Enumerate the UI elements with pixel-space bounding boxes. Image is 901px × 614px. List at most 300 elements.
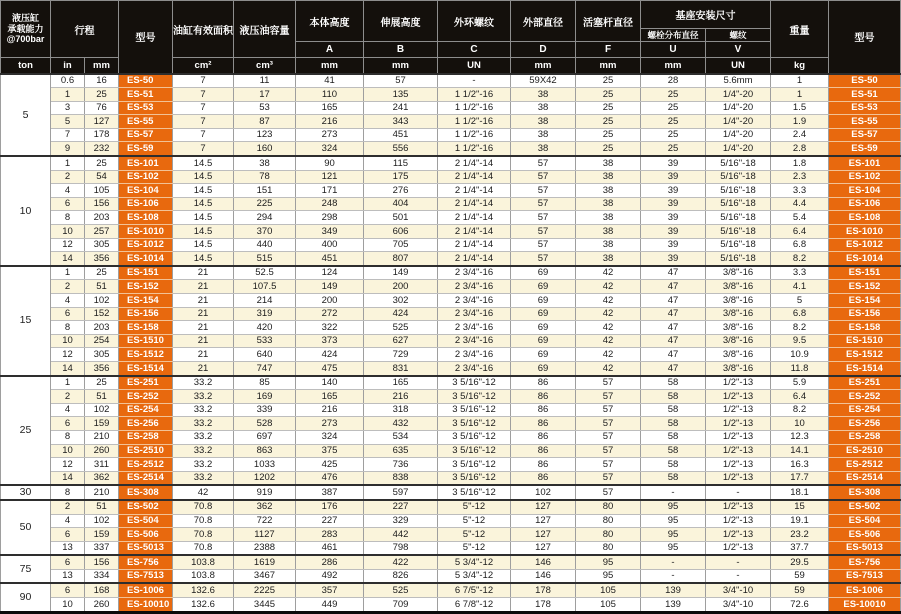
model-cell-left: ES-106 <box>119 197 173 211</box>
cell-effective-area: 14.5 <box>173 211 234 225</box>
cell-outer-dia-d: 38 <box>511 142 576 156</box>
unit-mm-f: mm <box>576 58 641 74</box>
cell-weight: 29.5 <box>771 555 829 569</box>
cell-rod-dia-f: 42 <box>576 348 641 362</box>
model-cell-left: ES-1512 <box>119 348 173 362</box>
table-row <box>1 280 901 294</box>
cell-bolt-circle-u: 58 <box>641 458 706 472</box>
cell-height-a: 272 <box>296 307 364 321</box>
cell-rod-dia-f: 80 <box>576 528 641 542</box>
cell-stroke-mm: 76 <box>85 101 119 115</box>
cell-stroke-in: 8 <box>51 321 85 335</box>
cell-height-b: 216 <box>364 390 438 404</box>
cell-bolt-circle-u: 39 <box>641 170 706 184</box>
cell-stroke-in: 6 <box>51 555 85 569</box>
model-cell-right: ES-256 <box>829 417 901 431</box>
cell-stroke-in: 8 <box>51 430 85 444</box>
cell-thread-c: 1 1/2"-16 <box>438 88 511 102</box>
cell-stroke-mm: 51 <box>85 500 119 514</box>
cell-height-b: 227 <box>364 500 438 514</box>
cell-oil-capacity: 370 <box>234 225 296 239</box>
cell-thread-v: 5/16"-18 <box>706 225 771 239</box>
model-cell-left: ES-154 <box>119 294 173 308</box>
cell-effective-area: 21 <box>173 334 234 348</box>
cell-oil-capacity: 420 <box>234 321 296 335</box>
cell-thread-c: 1 1/2"-16 <box>438 101 511 115</box>
cell-bolt-circle-u: 39 <box>641 225 706 239</box>
cell-thread-c: 2 1/4"-14 <box>438 225 511 239</box>
cell-weight: 6.8 <box>771 238 829 252</box>
cell-rod-dia-f: 105 <box>576 598 641 613</box>
cell-effective-area: 33.2 <box>173 458 234 472</box>
unit-kg: kg <box>771 58 829 74</box>
cell-thread-c: 2 1/4"-14 <box>438 184 511 198</box>
cell-stroke-mm: 254 <box>85 334 119 348</box>
table-row <box>1 142 901 156</box>
cell-thread-v: 1/2"-13 <box>706 528 771 542</box>
collar-thread-header: 外环螺纹 <box>438 1 511 42</box>
effective-area-header: 油缸有效面积 <box>173 1 234 58</box>
cell-thread-c: 6 7/5"-12 <box>438 583 511 597</box>
cell-stroke-mm: 102 <box>85 514 119 528</box>
cell-stroke-in: 3 <box>51 101 85 115</box>
letter-c: C <box>438 42 511 58</box>
cell-stroke-in: 6 <box>51 307 85 321</box>
cell-weight: 59 <box>771 583 829 597</box>
cell-effective-area: 33.2 <box>173 417 234 431</box>
table-row <box>1 569 901 583</box>
cell-rod-dia-f: 57 <box>576 485 641 500</box>
cell-thread-v: 1/2"-13 <box>706 390 771 404</box>
cell-weight: 2.3 <box>771 170 829 184</box>
rod-diameter-header: 活塞杆直径 <box>576 1 641 42</box>
model-cell-right: ES-258 <box>829 430 901 444</box>
unit-mm-stroke: mm <box>85 58 119 74</box>
cell-thread-v: 3/8"-16 <box>706 361 771 375</box>
table-row <box>1 321 901 335</box>
cell-thread-v: 3/8"-16 <box>706 321 771 335</box>
cell-height-b: 635 <box>364 444 438 458</box>
cell-effective-area: 70.8 <box>173 514 234 528</box>
cell-stroke-in: 12 <box>51 348 85 362</box>
cell-height-b: 597 <box>364 485 438 500</box>
cell-height-b: 736 <box>364 458 438 472</box>
cell-bolt-circle-u: 139 <box>641 598 706 613</box>
cell-bolt-circle-u: 25 <box>641 128 706 142</box>
cell-bolt-circle-u: 25 <box>641 142 706 156</box>
model-cell-left: ES-104 <box>119 184 173 198</box>
model-cell-left: ES-53 <box>119 101 173 115</box>
cell-height-b: 729 <box>364 348 438 362</box>
model-cell-left: ES-152 <box>119 280 173 294</box>
cell-weight: 10 <box>771 417 829 431</box>
model-cell-left: ES-158 <box>119 321 173 335</box>
cell-thread-c: 2 3/4"-16 <box>438 361 511 375</box>
cell-effective-area: 33.2 <box>173 444 234 458</box>
cell-outer-dia-d: 57 <box>511 170 576 184</box>
cell-effective-area: 33.2 <box>173 376 234 390</box>
model-cell-right: ES-7513 <box>829 569 901 583</box>
cell-stroke-in: 13 <box>51 569 85 583</box>
model-cell-left: ES-59 <box>119 142 173 156</box>
cell-weight: 8.2 <box>771 321 829 335</box>
cell-stroke-mm: 178 <box>85 128 119 142</box>
cell-stroke-in: 2 <box>51 390 85 404</box>
cell-effective-area: 70.8 <box>173 500 234 514</box>
cell-effective-area: 14.5 <box>173 170 234 184</box>
cell-rod-dia-f: 25 <box>576 115 641 129</box>
cell-height-b: 838 <box>364 471 438 485</box>
model-cell-left: ES-251 <box>119 376 173 390</box>
cell-rod-dia-f: 105 <box>576 583 641 597</box>
cell-effective-area: 103.8 <box>173 555 234 569</box>
table-row <box>1 211 901 225</box>
model-cell-right: ES-151 <box>829 266 901 280</box>
cell-oil-capacity: 362 <box>234 500 296 514</box>
cell-bolt-circle-u: 47 <box>641 294 706 308</box>
cell-stroke-in: 10 <box>51 598 85 613</box>
model-cell-right: ES-502 <box>829 500 901 514</box>
cell-stroke-in: 2 <box>51 500 85 514</box>
letter-v: V <box>706 42 771 58</box>
cell-bolt-circle-u: 25 <box>641 101 706 115</box>
letter-a: A <box>296 42 364 58</box>
model-cell-right: ES-108 <box>829 211 901 225</box>
model-cell-right: ES-1510 <box>829 334 901 348</box>
cell-outer-dia-d: 86 <box>511 471 576 485</box>
cell-weight: 8.2 <box>771 403 829 417</box>
cell-rod-dia-f: 25 <box>576 74 641 88</box>
cell-weight: 3.3 <box>771 184 829 198</box>
cell-outer-dia-d: 59X42 <box>511 74 576 88</box>
model-cell-right: ES-59 <box>829 142 901 156</box>
table-row <box>1 598 901 613</box>
cell-thread-v: 1/4"-20 <box>706 142 771 156</box>
table-row <box>1 430 901 444</box>
cell-oil-capacity: 515 <box>234 252 296 266</box>
cell-thread-v: 1/2"-13 <box>706 471 771 485</box>
cell-height-a: 298 <box>296 211 364 225</box>
model-cell-right: ES-10010 <box>829 598 901 613</box>
bolt-circle-header: 螺栓分布直径 <box>641 29 706 42</box>
model-cell-right: ES-1014 <box>829 252 901 266</box>
table-row <box>1 128 901 142</box>
model-cell-left: ES-108 <box>119 211 173 225</box>
cell-bolt-circle-u: 47 <box>641 334 706 348</box>
cell-oil-capacity: 151 <box>234 184 296 198</box>
cell-outer-dia-d: 57 <box>511 225 576 239</box>
cell-thread-v: 3/8"-16 <box>706 348 771 362</box>
cell-thread-v: 1/4"-20 <box>706 115 771 129</box>
table-row <box>1 88 901 102</box>
weight-header: 重量 <box>771 1 829 58</box>
model-cell-left: ES-1514 <box>119 361 173 375</box>
cell-height-b: 276 <box>364 184 438 198</box>
cell-effective-area: 21 <box>173 280 234 294</box>
cell-effective-area: 33.2 <box>173 403 234 417</box>
cell-height-b: 329 <box>364 514 438 528</box>
cell-outer-dia-d: 69 <box>511 334 576 348</box>
cell-effective-area: 33.2 <box>173 471 234 485</box>
cell-thread-v: - <box>706 485 771 500</box>
cell-height-b: 404 <box>364 197 438 211</box>
cell-outer-dia-d: 86 <box>511 444 576 458</box>
cell-weight: 5.9 <box>771 376 829 390</box>
cell-bolt-circle-u: 58 <box>641 376 706 390</box>
cell-stroke-in: 14 <box>51 361 85 375</box>
table-row <box>1 458 901 472</box>
cell-rod-dia-f: 25 <box>576 101 641 115</box>
cell-stroke-in: 8 <box>51 485 85 500</box>
cell-weight: 14.1 <box>771 444 829 458</box>
cell-thread-c: - <box>438 74 511 88</box>
cell-bolt-circle-u: 28 <box>641 74 706 88</box>
cell-thread-v: - <box>706 555 771 569</box>
cell-thread-v: - <box>706 569 771 583</box>
cell-stroke-mm: 25 <box>85 156 119 170</box>
cell-weight: 16.3 <box>771 458 829 472</box>
cell-oil-capacity: 2388 <box>234 541 296 555</box>
cell-thread-c: 3 5/16"-12 <box>438 376 511 390</box>
cell-outer-dia-d: 57 <box>511 238 576 252</box>
cell-height-a: 124 <box>296 266 364 280</box>
table-row <box>1 101 901 115</box>
model-cell-right: ES-101 <box>829 156 901 170</box>
cell-weight: 72.6 <box>771 598 829 613</box>
cell-thread-v: 5/16"-18 <box>706 170 771 184</box>
cell-height-b: 57 <box>364 74 438 88</box>
cell-bolt-circle-u: 25 <box>641 115 706 129</box>
cell-oil-capacity: 38 <box>234 156 296 170</box>
cell-stroke-in: 10 <box>51 444 85 458</box>
cell-oil-capacity: 123 <box>234 128 296 142</box>
model-cell-left: ES-51 <box>119 88 173 102</box>
tonnage-cell: 75 <box>1 555 51 583</box>
cell-stroke-mm: 25 <box>85 266 119 280</box>
cell-oil-capacity: 3467 <box>234 569 296 583</box>
cell-stroke-in: 8 <box>51 211 85 225</box>
cell-bolt-circle-u: 139 <box>641 583 706 597</box>
cell-height-a: 227 <box>296 514 364 528</box>
model-cell-right: ES-2514 <box>829 471 901 485</box>
table-row <box>1 266 901 280</box>
cell-height-b: 798 <box>364 541 438 555</box>
cell-bolt-circle-u: 95 <box>641 541 706 555</box>
cell-height-a: 121 <box>296 170 364 184</box>
cell-rod-dia-f: 57 <box>576 430 641 444</box>
cell-stroke-in: 2 <box>51 280 85 294</box>
cell-oil-capacity: 697 <box>234 430 296 444</box>
cell-stroke-mm: 210 <box>85 430 119 444</box>
model-cell-right: ES-1012 <box>829 238 901 252</box>
cell-outer-dia-d: 127 <box>511 514 576 528</box>
table-header <box>1 1 901 74</box>
model-cell-right: ES-158 <box>829 321 901 335</box>
cell-outer-dia-d: 57 <box>511 197 576 211</box>
cell-height-b: 501 <box>364 211 438 225</box>
cell-thread-v: 3/4"-10 <box>706 598 771 613</box>
cell-height-b: 709 <box>364 598 438 613</box>
cell-oil-capacity: 11 <box>234 74 296 88</box>
cell-stroke-mm: 168 <box>85 583 119 597</box>
unit-mm-d: mm <box>511 58 576 74</box>
cell-thread-c: 5"-12 <box>438 528 511 542</box>
model-cell-left: ES-55 <box>119 115 173 129</box>
cell-outer-dia-d: 86 <box>511 376 576 390</box>
cell-thread-v: 3/8"-16 <box>706 294 771 308</box>
cell-rod-dia-f: 57 <box>576 417 641 431</box>
cell-height-b: 424 <box>364 307 438 321</box>
cell-height-b: 432 <box>364 417 438 431</box>
cell-outer-dia-d: 57 <box>511 156 576 170</box>
model-cell-right: ES-106 <box>829 197 901 211</box>
unit-un-v: UN <box>706 58 771 74</box>
cell-height-b: 807 <box>364 252 438 266</box>
cell-rod-dia-f: 38 <box>576 197 641 211</box>
cell-outer-dia-d: 86 <box>511 390 576 404</box>
cell-height-a: 165 <box>296 101 364 115</box>
cell-stroke-in: 2 <box>51 170 85 184</box>
cell-bolt-circle-u: 39 <box>641 238 706 252</box>
cell-thread-c: 2 1/4"-14 <box>438 211 511 225</box>
cell-thread-v: 1/4"-20 <box>706 128 771 142</box>
cell-rod-dia-f: 38 <box>576 184 641 198</box>
cell-stroke-in: 1 <box>51 88 85 102</box>
unit-mm-b: mm <box>364 58 438 74</box>
cell-thread-c: 3 5/16"-12 <box>438 485 511 500</box>
cell-oil-capacity: 3445 <box>234 598 296 613</box>
model-cell-left: ES-151 <box>119 266 173 280</box>
cell-height-a: 273 <box>296 128 364 142</box>
base-thread-header: 螺纹 <box>706 29 771 42</box>
table-row <box>1 184 901 198</box>
cell-height-a: 424 <box>296 348 364 362</box>
model-cell-right: ES-102 <box>829 170 901 184</box>
capacity-line2: 承载能力 <box>7 23 44 34</box>
cell-height-a: 41 <box>296 74 364 88</box>
cell-rod-dia-f: 42 <box>576 266 641 280</box>
cell-weight: 2.4 <box>771 128 829 142</box>
model-cell-right: ES-5013 <box>829 541 901 555</box>
cell-effective-area: 21 <box>173 294 234 308</box>
cell-thread-v: 5.6mm <box>706 74 771 88</box>
model-cell-right: ES-2510 <box>829 444 901 458</box>
cell-outer-dia-d: 178 <box>511 598 576 613</box>
cell-rod-dia-f: 42 <box>576 307 641 321</box>
cell-effective-area: 33.2 <box>173 390 234 404</box>
cell-outer-dia-d: 86 <box>511 458 576 472</box>
cell-thread-c: 2 3/4"-16 <box>438 348 511 362</box>
model-cell-left: ES-5013 <box>119 541 173 555</box>
cell-weight: 59 <box>771 569 829 583</box>
cell-weight: 10.9 <box>771 348 829 362</box>
cell-outer-dia-d: 69 <box>511 321 576 335</box>
cell-stroke-mm: 25 <box>85 376 119 390</box>
letter-f: F <box>576 42 641 58</box>
cell-height-a: 171 <box>296 184 364 198</box>
cell-weight: 15 <box>771 500 829 514</box>
cell-weight: 2.8 <box>771 142 829 156</box>
table-row <box>1 471 901 485</box>
cell-thread-c: 5 3/4"-12 <box>438 555 511 569</box>
model-cell-left: ES-2512 <box>119 458 173 472</box>
cell-height-a: 216 <box>296 115 364 129</box>
table-row <box>1 417 901 431</box>
cell-height-a: 110 <box>296 88 364 102</box>
cell-stroke-mm: 203 <box>85 321 119 335</box>
cell-bolt-circle-u: 58 <box>641 417 706 431</box>
cell-thread-v: 5/16"-18 <box>706 156 771 170</box>
table-row <box>1 115 901 129</box>
model-cell-right: ES-1010 <box>829 225 901 239</box>
cell-oil-capacity: 722 <box>234 514 296 528</box>
cell-stroke-mm: 159 <box>85 528 119 542</box>
model-cell-left: ES-1510 <box>119 334 173 348</box>
cell-rod-dia-f: 38 <box>576 238 641 252</box>
capacity-header <box>1 1 51 58</box>
model-cell-right: ES-51 <box>829 88 901 102</box>
cell-bolt-circle-u: 58 <box>641 390 706 404</box>
cell-stroke-mm: 25 <box>85 88 119 102</box>
cell-stroke-mm: 105 <box>85 184 119 198</box>
cell-effective-area: 14.5 <box>173 156 234 170</box>
cell-effective-area: 7 <box>173 88 234 102</box>
cell-thread-v: 5/16"-18 <box>706 197 771 211</box>
model-cell-left: ES-10010 <box>119 598 173 613</box>
cell-stroke-mm: 356 <box>85 252 119 266</box>
cell-weight: 1.8 <box>771 156 829 170</box>
cell-stroke-in: 0.6 <box>51 74 85 88</box>
cell-rod-dia-f: 57 <box>576 458 641 472</box>
cell-outer-dia-d: 146 <box>511 569 576 583</box>
cell-bolt-circle-u: - <box>641 485 706 500</box>
model-cell-left: ES-254 <box>119 403 173 417</box>
cell-thread-c: 2 3/4"-16 <box>438 280 511 294</box>
cell-effective-area: 33.2 <box>173 430 234 444</box>
cell-stroke-in: 7 <box>51 128 85 142</box>
cell-height-a: 387 <box>296 485 364 500</box>
cell-thread-c: 2 1/4"-14 <box>438 170 511 184</box>
cell-height-a: 90 <box>296 156 364 170</box>
cell-height-b: 705 <box>364 238 438 252</box>
cell-thread-c: 2 3/4"-16 <box>438 321 511 335</box>
cell-oil-capacity: 214 <box>234 294 296 308</box>
cell-rod-dia-f: 80 <box>576 541 641 555</box>
cell-outer-dia-d: 102 <box>511 485 576 500</box>
cell-height-b: 831 <box>364 361 438 375</box>
cell-thread-c: 3 5/16"-12 <box>438 417 511 431</box>
outer-diameter-header: 外部直径 <box>511 1 576 42</box>
cell-thread-v: 1/4"-20 <box>706 101 771 115</box>
cell-height-a: 449 <box>296 598 364 613</box>
cell-height-a: 349 <box>296 225 364 239</box>
cell-weight: 1 <box>771 74 829 88</box>
cell-effective-area: 14.5 <box>173 184 234 198</box>
cell-rod-dia-f: 80 <box>576 514 641 528</box>
cell-outer-dia-d: 127 <box>511 528 576 542</box>
model-cell-left: ES-756 <box>119 555 173 569</box>
stroke-header: 行程 <box>51 1 119 58</box>
cell-height-a: 248 <box>296 197 364 211</box>
unit-mm-a: mm <box>296 58 364 74</box>
cell-bolt-circle-u: 39 <box>641 197 706 211</box>
cell-stroke-in: 13 <box>51 541 85 555</box>
cell-oil-capacity: 53 <box>234 101 296 115</box>
cell-outer-dia-d: 178 <box>511 583 576 597</box>
cell-thread-c: 2 3/4"-16 <box>438 334 511 348</box>
model-cell-left: ES-50 <box>119 74 173 88</box>
cell-oil-capacity: 169 <box>234 390 296 404</box>
